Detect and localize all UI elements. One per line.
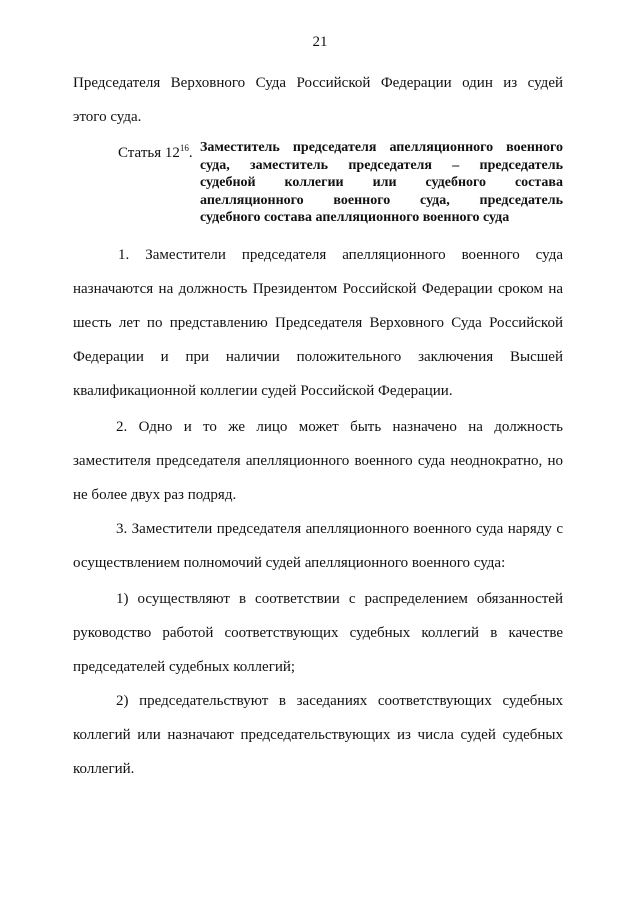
- article-title: [200, 139, 563, 227]
- title-line: судебной коллегии или судебного состава: [200, 175, 563, 190]
- text-line: назначаются на должность Президентом Российской Федерации сроком на: [73, 281, 563, 297]
- text-line: заместителя председателя апелляционного военного суда неоднократно, но: [73, 453, 563, 469]
- text-line: не более двух раз подряд.: [73, 487, 237, 503]
- title-line: суда, заместитель председателя – председатель: [200, 157, 563, 173]
- text-line: коллегий или назначают председательствующих из числа судей судебных: [73, 727, 563, 743]
- text-line: осуществлением полномочий судей апелляционного военного суда:: [73, 555, 506, 571]
- title-line: апелляционного военного суда, председатель: [200, 192, 563, 208]
- article-label: Статья $12^{16}$.: [118, 143, 193, 161]
- text-line: руководство работой соответствующих судебных коллегий в качестве: [73, 625, 563, 641]
- text-line: председателей судебных коллегий;: [73, 659, 296, 675]
- text-line: 3. Заместители председателя апелляционного военного суда наряду с: [116, 521, 563, 537]
- text-line: этого суда.: [73, 109, 142, 125]
- text-line: 1) осуществляют в соответствии с распределением обязанностей: [116, 591, 563, 607]
- page-number: 21: [312, 34, 328, 50]
- article-label-superscript: 16: [179, 143, 189, 153]
- title-line: судебного состава апелляционного военного суда: [200, 210, 510, 225]
- text-line: коллегий.: [73, 761, 135, 777]
- text-line: Председателя Верховного Суда Российской Федерации один из судей: [73, 75, 563, 91]
- text-line: 2) председательствуют в заседаниях соответствующих судебных: [116, 693, 563, 709]
- text-line: шесть лет по представлению Председателя Верховного Суда Российской: [73, 315, 563, 331]
- text-line: квалификационной коллегии судей Российской Федерации.: [73, 383, 453, 399]
- text-line: 1. Заместители председателя апелляционного военного суда: [118, 247, 563, 263]
- text-line: Федерации и при наличии положительного заключения Высшей: [73, 349, 563, 365]
- text-line: 2. Одно и то же лицо может быть назначено на должность: [116, 419, 563, 435]
- title-line: Заместитель председателя апелляционного военного: [200, 140, 563, 155]
